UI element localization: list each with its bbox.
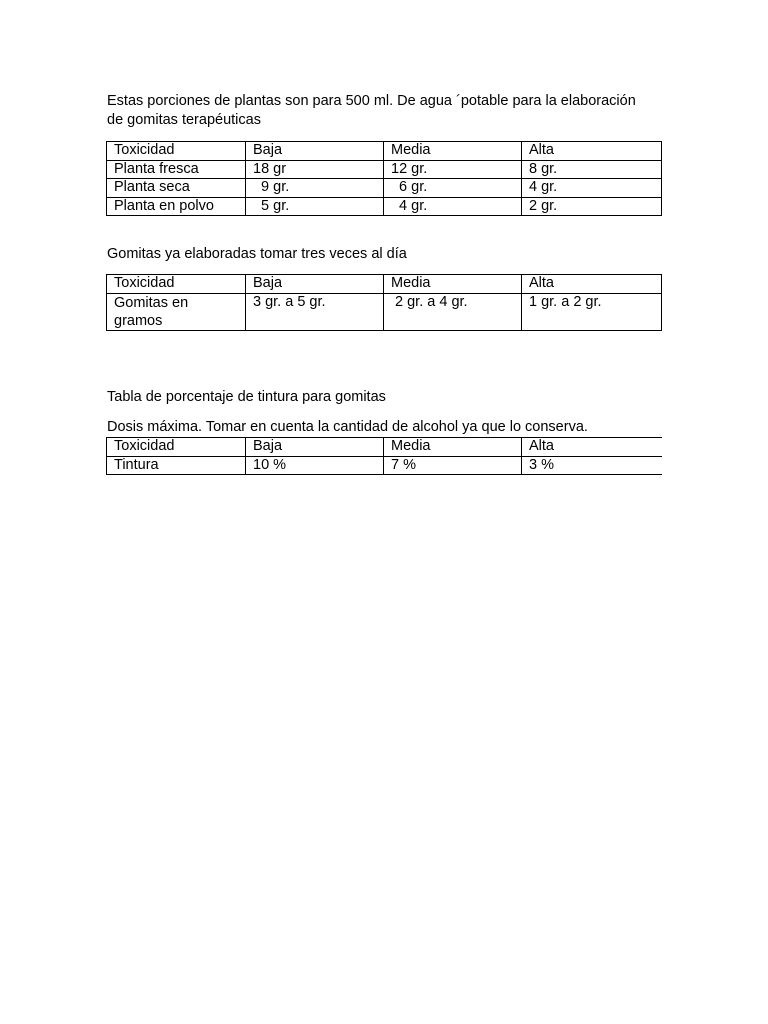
table-header-row: [107, 142, 662, 161]
table-row: [107, 197, 662, 216]
header-cell: Alta: [522, 438, 662, 457]
table-row: [107, 456, 662, 475]
table-cell: Gomitas en gramos: [107, 293, 246, 330]
header-cell: Baja: [246, 142, 384, 161]
header-cell: Alta: [522, 142, 662, 161]
table-cell: 2 gr. a 4 gr.: [384, 293, 522, 330]
table-cell: 10 %: [246, 456, 384, 475]
dosage-note: Dosis máxima. Tomar en cuenta la cantidad de alcohol ya que lo conserva.: [107, 419, 588, 435]
intro-line-1: Estas porciones de plantas son para 500 ml. De agua ´potable para la elaboración: [107, 93, 636, 109]
table-row: [107, 160, 662, 179]
header-cell: Media: [384, 438, 522, 457]
header-cell: Media: [384, 142, 522, 161]
table-cell: 7 %: [384, 456, 522, 475]
section-heading-gomitas: Gomitas ya elaboradas tomar tres veces al día: [107, 246, 407, 262]
table-cell: 18 gr: [246, 160, 384, 179]
header-cell: Baja: [246, 438, 384, 457]
table-cell: Planta en polvo: [107, 197, 246, 216]
intro-paragraph: [107, 92, 667, 130]
table-row: [107, 179, 662, 198]
table-header-row: [107, 438, 662, 457]
table-cell: Planta seca: [107, 179, 246, 198]
table-cell: 1 gr. a 2 gr.: [522, 293, 662, 330]
table-row: [107, 293, 662, 330]
table-cell: Tintura: [107, 456, 246, 475]
table-cell: 8 gr.: [522, 160, 662, 179]
header-cell: Toxicidad: [107, 275, 246, 294]
tincture-percentage-table: [106, 437, 662, 475]
intro-line-2: de gomitas terapéuticas: [107, 112, 261, 128]
header-cell: Baja: [246, 275, 384, 294]
table-cell: 12 gr.: [384, 160, 522, 179]
table-cell: 4 gr.: [384, 197, 522, 216]
header-cell: Media: [384, 275, 522, 294]
header-cell: Alta: [522, 275, 662, 294]
gummies-dosage-table: [106, 274, 662, 331]
table-cell: 6 gr.: [384, 179, 522, 198]
table-cell: 4 gr.: [522, 179, 662, 198]
table-header-row: [107, 275, 662, 294]
header-cell: Toxicidad: [107, 438, 246, 457]
table-cell: 3 %: [522, 456, 662, 475]
table-cell: Planta fresca: [107, 160, 246, 179]
table-cell: 2 gr.: [522, 197, 662, 216]
table-cell: 5 gr.: [246, 197, 384, 216]
table-cell: 9 gr.: [246, 179, 384, 198]
plant-portions-table: [106, 141, 662, 216]
section-heading-tintura: Tabla de porcentaje de tintura para gomitas: [107, 389, 386, 405]
table-cell: 3 gr. a 5 gr.: [246, 293, 384, 330]
header-cell: Toxicidad: [107, 142, 246, 161]
